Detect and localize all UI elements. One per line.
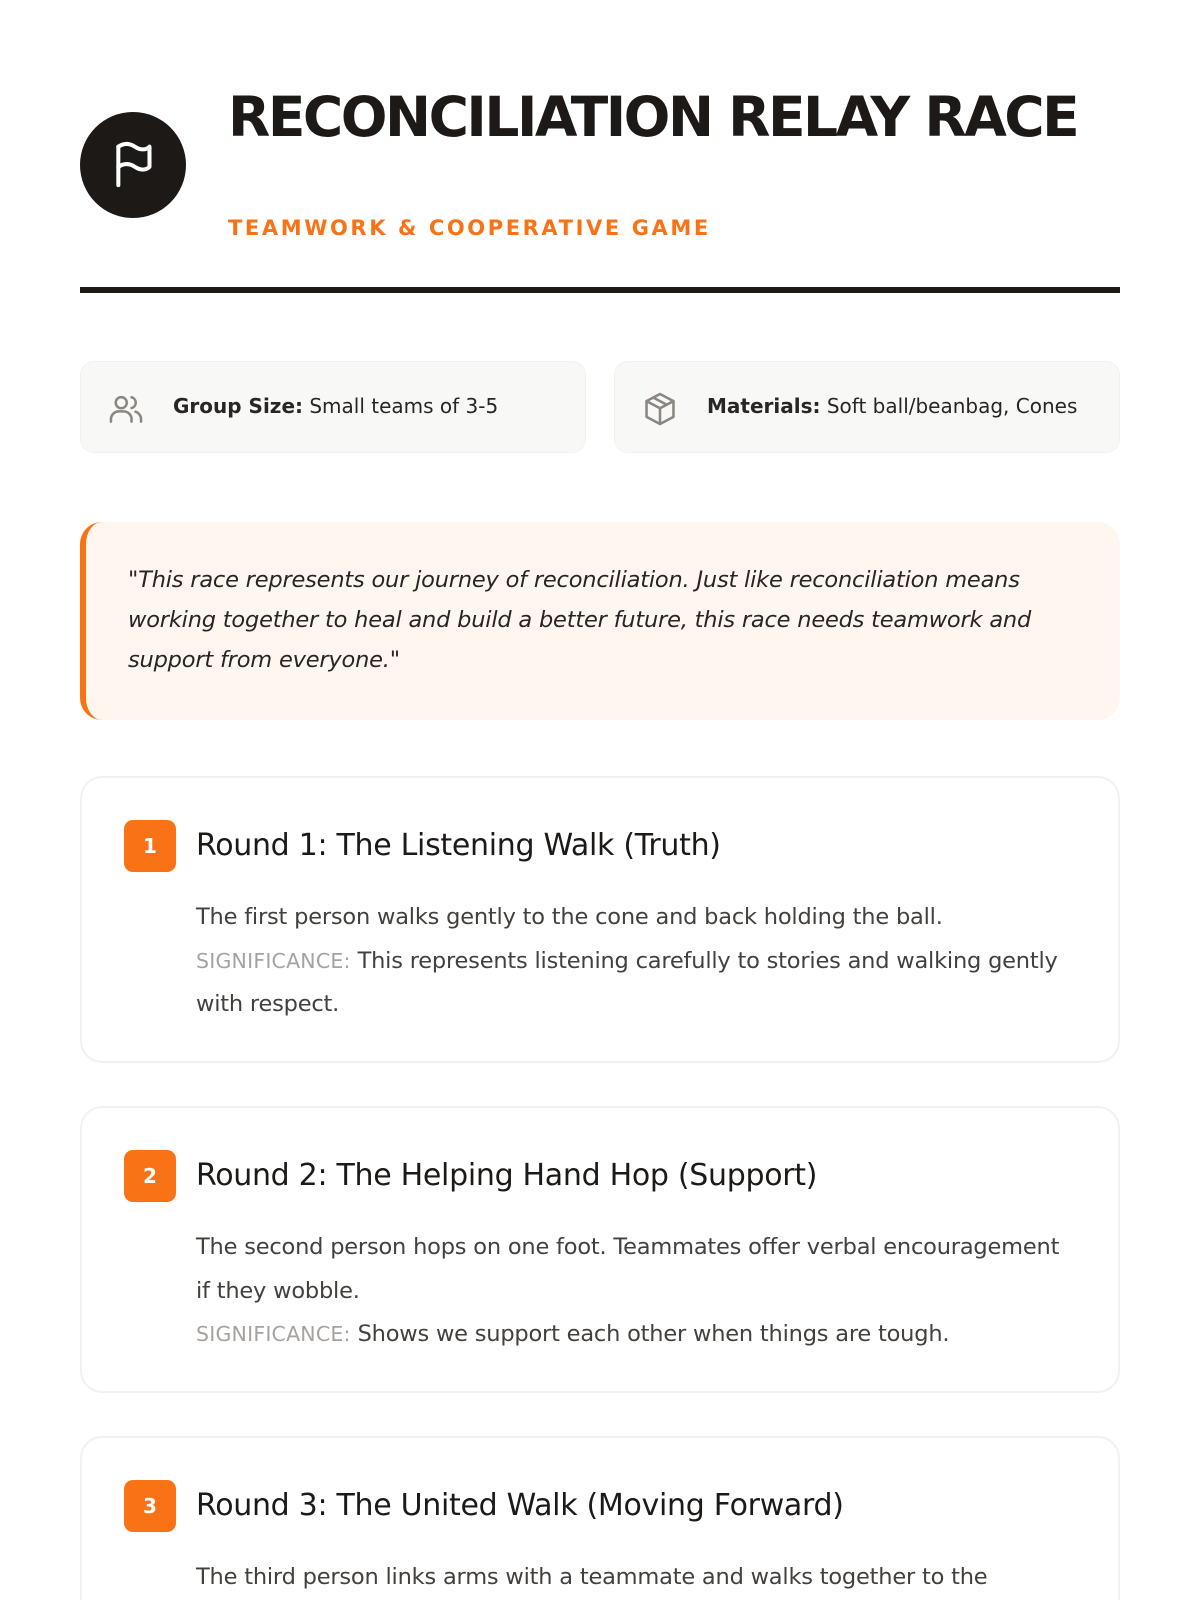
round-body — [196, 1226, 1076, 1357]
page-title: RECONCILIATION RELAY RACE — [228, 85, 1078, 149]
group-size-card — [80, 361, 586, 453]
significance-label: SIGNIFICANCE: — [196, 948, 351, 973]
info-row — [80, 361, 1120, 453]
significance-label: SIGNIFICANCE: — [196, 1322, 351, 1346]
round-significance — [196, 940, 1076, 1027]
package-icon — [641, 390, 679, 428]
round-number-badge: 1 — [124, 820, 176, 872]
page-subtitle: TEAMWORK & COOPERATIVE GAME — [228, 216, 711, 240]
group-size-label: Group Size: — [173, 394, 303, 418]
round-significance — [196, 1313, 1076, 1357]
round-title: Round 2: The Helping Hand Hop (Support) — [196, 1158, 818, 1193]
round-description: The second person hops on one foot. Teammates offer verbal encouragement if they wobble. — [196, 1234, 1060, 1304]
logo-badge — [80, 112, 186, 218]
users-icon — [107, 390, 145, 428]
header — [80, 84, 1120, 244]
page — [80, 0, 1120, 1600]
quote-text: "This race represents our journey of reconciliation. Just like reconciliation means working together to heal and build a better future, this race needs teamwork and support from everyone." — [128, 567, 1032, 673]
group-size-value: Small teams of 3-5 — [309, 394, 499, 418]
flag-icon — [111, 141, 155, 189]
round-title: Round 1: The Listening Walk (Truth) — [196, 828, 721, 863]
significance-text: Shows we support each other when things are tough. — [357, 1321, 950, 1347]
round-card-2 — [80, 1106, 1120, 1393]
materials-label: Materials: — [707, 394, 821, 418]
round-title: Round 3: The United Walk (Moving Forward) — [196, 1488, 844, 1523]
round-body — [196, 896, 1076, 1027]
reconciliation-quote — [80, 522, 1120, 720]
round-card-1 — [80, 776, 1120, 1063]
round-number-badge: 2 — [124, 1150, 176, 1202]
round-description: The third person links arms with a teammate and walks together to the — [196, 1564, 988, 1590]
header-divider — [80, 287, 1120, 293]
round-card-3 — [80, 1436, 1120, 1600]
round-body — [196, 1556, 1076, 1600]
materials-text — [707, 394, 1077, 418]
round-description: The first person walks gently to the cone and back holding the ball. — [196, 904, 943, 930]
materials-card — [614, 361, 1120, 453]
significance-text: This represents listening carefully to stories and walking gently with respect. — [196, 947, 1058, 1017]
group-size-text — [173, 394, 498, 418]
round-number-badge: 3 — [124, 1480, 176, 1532]
materials-value: Soft ball/beanbag, Cones — [826, 394, 1078, 418]
